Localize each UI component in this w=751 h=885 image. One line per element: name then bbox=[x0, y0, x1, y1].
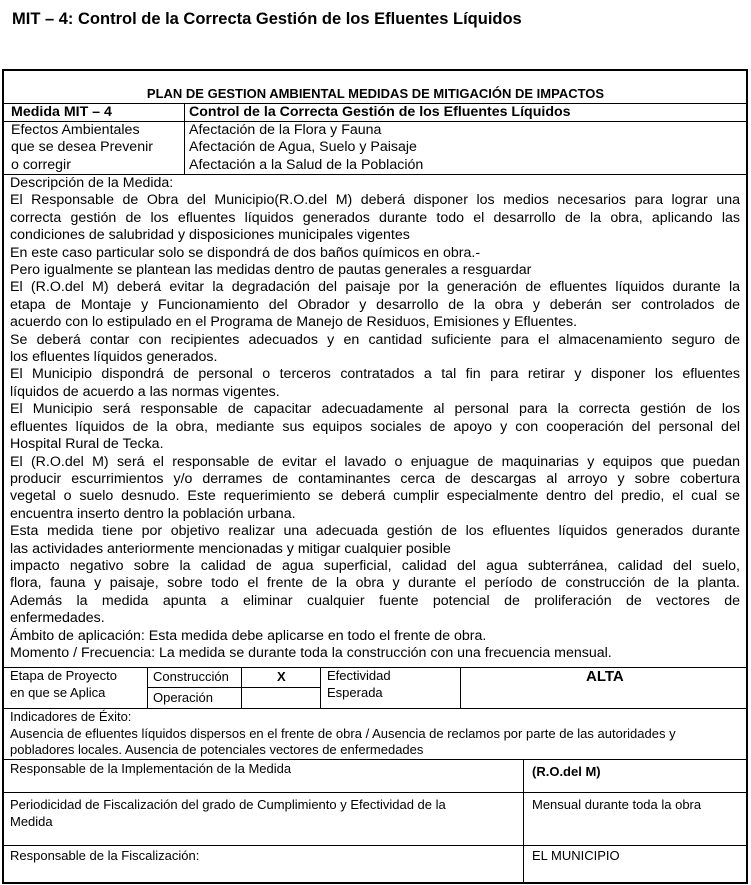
efecto-item: Afectación a la Salud de la Población bbox=[189, 156, 424, 173]
descripcion-block bbox=[10, 175, 740, 662]
descripcion-line: El Municipio será responsable de capacitar adecuadamente al personal para la correcta gestión de los bbox=[10, 401, 740, 418]
periodicidad-label: Periodicidad de Fiscalización del grado de Cumplimiento y Efectividad de la Medida bbox=[10, 797, 446, 829]
descripcion-line: producir escurrimientos y/o derrames de contaminantes cerca de descargas al arroyo y sobre cobertura bbox=[10, 470, 740, 487]
descripcion-line: El Municipio dispondrá de personal o terceros contratados a tal fin para retirar y disponer los efluentes bbox=[10, 366, 740, 383]
descripcion-line: líquidos de acuerdo a las normas vigentes. bbox=[10, 383, 280, 400]
responsable-fisc-value: EL MUNICIPIO bbox=[532, 848, 620, 863]
descripcion-line: enfermedades. bbox=[10, 610, 105, 627]
operacion-label: Operación bbox=[153, 690, 213, 705]
descripcion-line: El (R.O.del M) será el responsable de evitar el lavado o enjuague de maquinarias y equipos que puedan bbox=[10, 453, 740, 470]
descripcion-line: impacto negativo sobre la calidad de agua superficial, calidad del agua subterránea, calidad del suelo, bbox=[10, 557, 740, 574]
indicadores-block bbox=[10, 709, 740, 759]
descripcion-line: Se deberá contar con recipientes adecuados y en cantidad suficiente para el almacenamiento seguro de bbox=[10, 331, 740, 348]
descripcion-line: flora, fauna y paisaje, sobre todo el frente de la obra y durante el período de construcción de la planta. bbox=[10, 575, 740, 592]
descripcion-line: En este caso particular solo se dispondrá de dos baños químicos en obra.- bbox=[10, 244, 481, 261]
document-title: MIT – 4: Control de la Correcta Gestión de los Efluentes Líquidos bbox=[12, 10, 522, 28]
indicadores-line: Ausencia de efluentes líquidos dispersos en el frente de obra / Ausencia de reclamos por parte de las autoridades y bbox=[10, 725, 676, 741]
efectos-values bbox=[189, 122, 423, 174]
descripcion-line: vegetal o suelo desnudo. Este requerimiento se deberá cumplir especialmente dentro del predio, el cual se bbox=[10, 488, 740, 505]
descripcion-line: etapa de Montaje y Funcionamiento del Obrador y desarrollo de la obra y deberán ser controlados de bbox=[10, 296, 740, 313]
descripcion-line: Pero igualmente se plantean las medidas dentro de pautas generales a resguardar bbox=[10, 262, 532, 279]
responsable-impl-value: (R.O.del M) bbox=[532, 764, 601, 779]
construccion-label: Construcción bbox=[153, 669, 229, 684]
medida-label: Medida MIT – 4 bbox=[11, 104, 112, 120]
descripcion-line: los efluentes líquidos generados. bbox=[10, 349, 218, 366]
efecto-item: Afectación de Agua, Suelo y Paisaje bbox=[189, 139, 417, 156]
construccion-mark: X bbox=[277, 669, 286, 684]
descripcion-line: efluentes líquidos de la obra, mediante sus equipos sociales de apoyo y con cooperación del personal del bbox=[10, 418, 740, 435]
momento-line: Momento / Frecuencia: La medida se durante toda la construcción con una frecuencia mensual. bbox=[10, 644, 612, 661]
etapa-label: Etapa de Proyecto en que se Aplica bbox=[10, 668, 117, 700]
efectos-label: Efectos Ambientales que se desea Prevenir o corregir bbox=[11, 122, 153, 173]
table-header: PLAN DE GESTION AMBIENTAL MEDIDAS DE MITIGACIÓN DE IMPACTOS bbox=[146, 86, 605, 101]
descripcion-line: Ámbito de aplicación: Esta medida debe aplicarse en todo el frente de obra. bbox=[10, 627, 487, 644]
descripcion-label: Descripción de la Medida: bbox=[10, 175, 174, 191]
descripcion-line: Además la medida apunta a eliminar cualquier fuente potencial de proliferación de vectores de bbox=[10, 592, 740, 609]
efectividad-value: ALTA bbox=[586, 668, 624, 685]
indicadores-label: Indicadores de Éxito: bbox=[10, 709, 132, 724]
descripcion-line: Hospital Rural de Tecka. bbox=[10, 436, 164, 453]
descripcion-line: Esta medida tiene por objetivo realizar una adecuada gestión de los efluentes líquidos generados durante bbox=[10, 523, 740, 540]
responsable-fisc-label: Responsable de la Fiscalización: bbox=[10, 848, 200, 863]
descripcion-line: El (R.O.del M) deberá evitar la degradación del paisaje por la generación de efluentes líquidos durante la bbox=[10, 279, 740, 296]
descripcion-line: acuerdo con lo estipulado en el Programa de Manejo de Residuos, Emisiones y Efluentes. bbox=[10, 314, 578, 331]
descripcion-line: las actividades anteriormente mencionadas y mitigar cualquier posible bbox=[10, 540, 451, 557]
medida-value: Control de la Correcta Gestión de los Efluentes Líquidos bbox=[189, 104, 571, 120]
responsable-impl-label: Responsable de la Implementación de la Medida bbox=[10, 761, 292, 776]
efecto-item: Afectación de la Flora y Fauna bbox=[189, 122, 382, 138]
descripcion-line: correcta gestión de los efluentes líquidos generados durante todo el desarrollo de la obra, aplicando las bbox=[10, 209, 740, 226]
descripcion-line: encuentra inserto dentro la población urbana. bbox=[10, 505, 296, 522]
descripcion-line: El Responsable de Obra del Municipio(R.O.del M) deberá disponer los medios necesarios para lograr una bbox=[10, 192, 740, 209]
descripcion-line: condiciones de salubridad y disposiciones municipales vigentes bbox=[10, 227, 410, 244]
periodicidad-value: Mensual durante toda la obra bbox=[532, 797, 702, 812]
efectividad-label: Efectividad Esperada bbox=[327, 668, 391, 700]
indicadores-line: pobladores locales. Ausencia de potenciales vectores de enfermedades bbox=[10, 742, 424, 758]
